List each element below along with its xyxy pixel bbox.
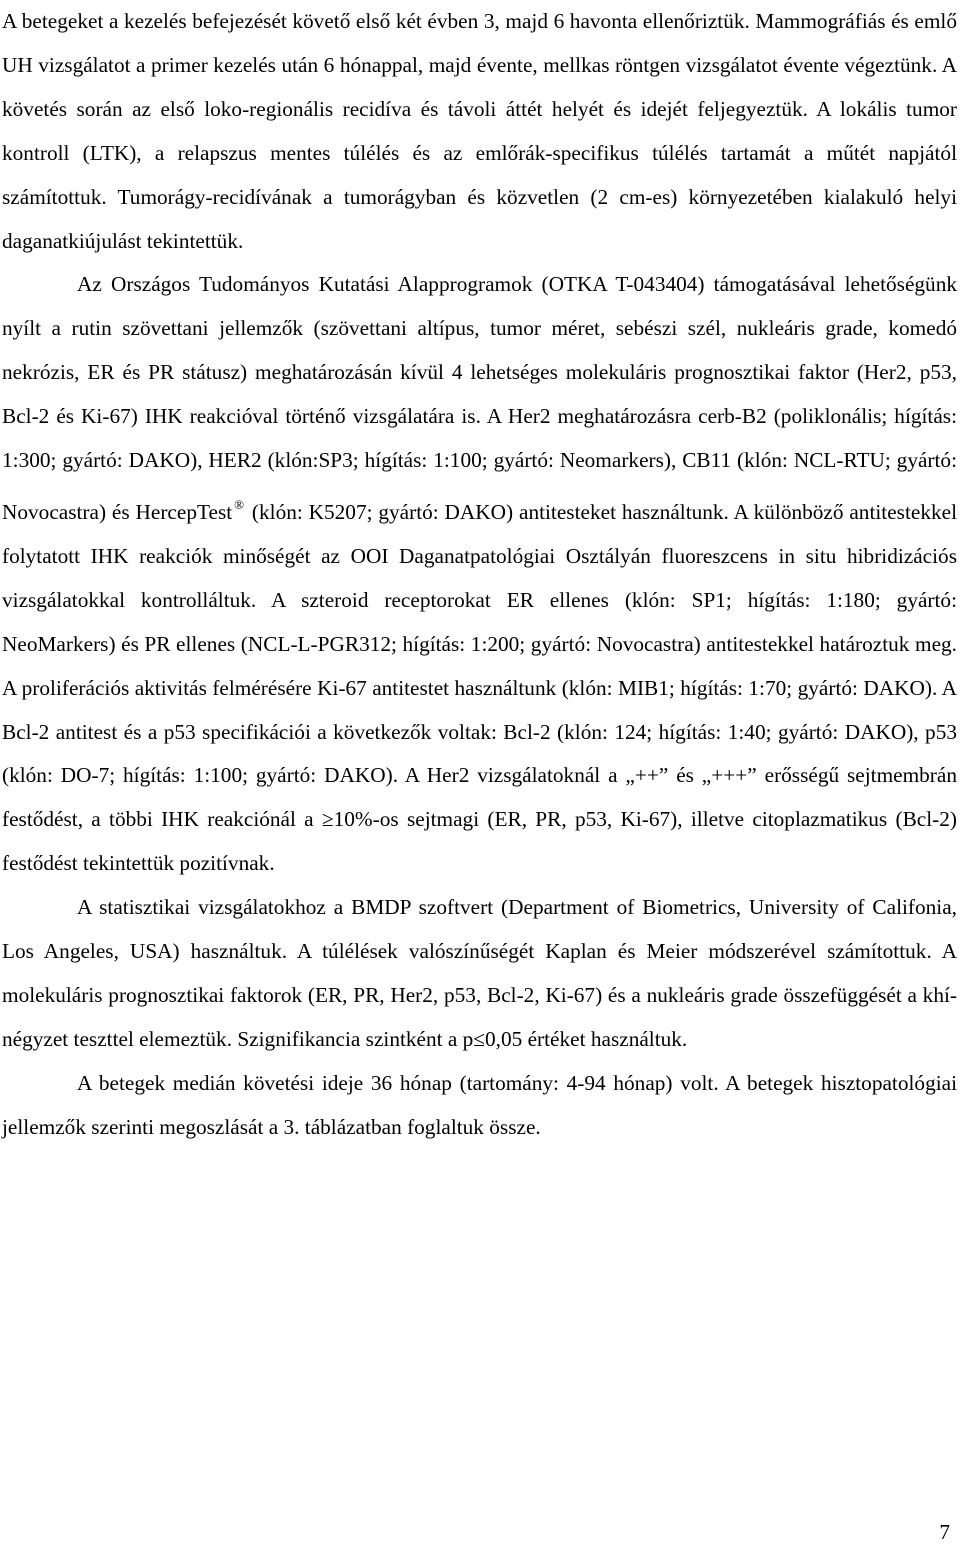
- paragraph-immunohistochemistry: [2, 263, 957, 886]
- paragraph-text: A betegek medián követési ideje 36 hónap (tartomány: 4-94 hónap) volt. A betegek hisztopatológiai jellemzők szerinti megoszlását a 3. táblázatban foglaltuk össze.: [2, 1070, 957, 1139]
- paragraph-statistics: [2, 886, 957, 1062]
- registered-trademark-symbol: ®: [234, 496, 245, 512]
- paragraph-text: Az Országos Tudományos Kutatási Alapprogramok (OTKA T-043404) támogatásával lehetőségünk nyílt a rutin szövettani jellemzők (szövettani altípus, tumor méret, sebészi szél, nukleáris grade, komedó nekrózis, ER és PR státusz) meghatározásán kívül 4 lehetséges molekuláris prognosztikai faktor (Her2, p53, Bcl-2 és Ki-67) IHK reakcióval történő vizsgálatára is. A Her2 meghatározásra cerb-B2 (poliklonális; hígítás: 1:300; gyártó: DAKO), HER2 (klón:SP3; hígítás: 1:100; gyártó: Neomarkers), CB11 (klón: NCL-RTU; gyártó: Novocastra) és HercepTest: [2, 272, 957, 524]
- paragraph-text: A statisztikai vizsgálatokhoz a BMDP szoftvert (Department of Biometrics, University of Califonia, Los Angeles, USA) használtuk. A túlélések valószínűségét Kaplan és Meier módszerével számítottuk. A molekuláris prognosztikai faktorok (ER, PR, Her2, p53, Bcl-2, Ki-67) és a nukleáris grade összefüggését a khí-négyzet teszttel elemeztük. Szignifikancia szintként a p≤0,05 értéket használtuk.: [2, 895, 957, 1051]
- page-number: 7: [939, 1520, 950, 1544]
- paragraph-text: (klón: K5207; gyártó: DAKO) antitesteket használtunk. A különböző antitestekkel folytatott IHK reakciók minőségét az OOI Daganatpatológiai Osztályán fluoreszcens in situ hibridizációs vizsgálatokkal kontrolláltuk. A szteroid receptorokat ER ellenes (klón: SP1; hígítás: 1:180; gyártó: NeoMarkers) és PR ellenes (NCL-L-PGR312; hígítás: 1:200; gyártó: Novocastra) antitestekkel határoztuk meg. A proliferációs aktivitás felmérésére Ki-67 antitestet használtunk (klón: MIB1; hígítás: 1:70; gyártó: DAKO). A Bcl-2 antitest és a p53 specifikációi a következők voltak: Bcl-2 (klón: 124; hígítás: 1:40; gyártó: DAKO), p53 (klón: DO-7; hígítás: 1:100; gyártó: DAKO). A Her2 vizsgálatoknál a „++” és „+++” erősségű sejtmembrán festődést, a többi IHK reakciónál a ≥10%-os sejtmagi (ER, PR, p53, Ki-67), illetve citoplazmatikus (Bcl-2) festődést tekintettük pozitívnak.: [2, 499, 957, 876]
- body-text: [2, 0, 957, 1150]
- paragraph-text: A betegeket a kezelés befejezését követő első két évben 3, majd 6 havonta ellenőriztük. Mammográfiás és emlő UH vizsgálatot a primer kezelés után 6 hónappal, majd évente, mellkas röntgen vizsgálatot évente végeztünk. A követés során az első loko-regionális recidíva és távoli áttét helyét és idejét feljegyeztük. A lokális tumor kontroll (LTK), a relapszus mentes túlélés és az emlőrák-specifikus túlélés tartamát a műtét napjától számítottuk. Tumorágy-recidívának a tumorágyban és közvetlen (2 cm-es) környezetében kialakuló helyi daganatkiújulást tekintettük.: [2, 9, 957, 253]
- paragraph-follow-up: [2, 0, 957, 263]
- paragraph-median-follow-up: [2, 1062, 957, 1150]
